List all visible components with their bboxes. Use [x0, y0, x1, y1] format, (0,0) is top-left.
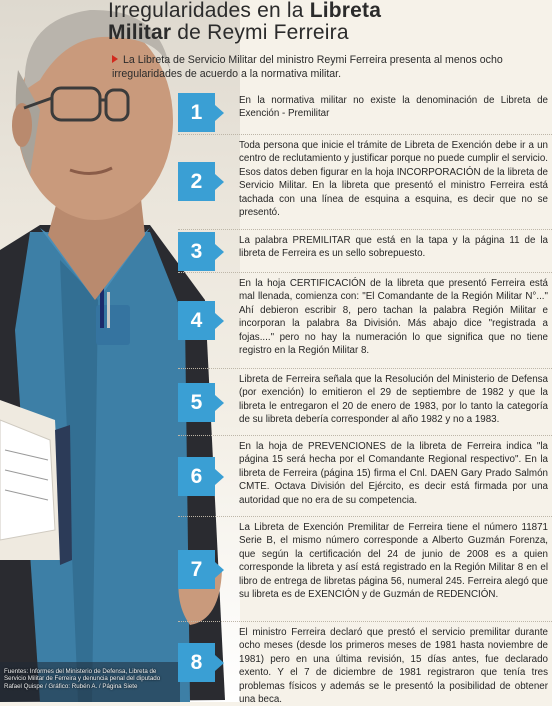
item-number-badge: 7: [178, 550, 215, 589]
item-text: Libreta de Ferreira señala que la Resolución del Ministerio de Defensa (por exención) lo emitieron el 29 de septiembre de 1982 y que la libreta le entregaron el 20 de enero de 1983, por lo tanto la categoría de su libreta debería corresponder al año 1982 y no a 1983.: [239, 374, 548, 426]
item-text: En la hoja CERTIFICACIÓN de la libreta que presentó Ferreira está mal llenada, comienza con: "El Comandante de la Región Militar N°..." Ahí debieron escribir 8, pero tachan la palabra Región Militar e incorporan la palabra 8a División. Más abajo dice "registrada a fojas...." pero no hay la numeración lo que significa que no tiene registro en la Región Militar 8.: [239, 278, 548, 357]
item-number-badge: 3: [178, 232, 215, 271]
item-number-badge: 8: [178, 643, 215, 682]
list-item: [178, 135, 552, 230]
item-number-badge: 6: [178, 457, 215, 496]
item-text: En la hoja de PREVENCIONES de la libreta de Ferreira indica "la página 15 será hecha por el Comandante Regional respectivo". En la libreta de Ferreira (página 15) firma el Cnl. DAEN Gary Prado Salmón CMTE. Octava División del Ejército, es decir está firmada por una autoridad que no era de su competencia.: [239, 441, 548, 506]
title-line2-normal: de Reymi Ferreira: [171, 21, 349, 44]
item-text: El ministro Ferreira declaró que prestó el servicio premilitar durante ocho meses (desde los primeros meses de 1981 hasta noviembre de 1981) pero en una última revisión, 15 días antes, fue declarado exento. Y el 7 de diciembre de 1981 registraron que tenía tres problemas físicos y además se le presentó la posibilidad de obtener una beca.: [239, 627, 548, 706]
item-number-badge: 4: [178, 301, 215, 340]
list-item: [178, 369, 552, 436]
item-text: En la normativa militar no existe la denominación de Libreta de Exención - Premilitar: [239, 95, 548, 120]
red-triangle-bullet-icon: [112, 55, 118, 63]
list-item: [178, 436, 552, 517]
item-number-badge: 5: [178, 383, 215, 422]
page-title: [108, 0, 548, 44]
list-item: [178, 230, 552, 273]
list-item: [178, 90, 552, 135]
list-item: [178, 273, 552, 369]
intro-text: La Libreta de Servicio Militar del ministro Reymi Ferreira presenta al menos ocho irregularidades de acuerdo a la normativa militar.: [112, 54, 503, 80]
list-item: [178, 517, 552, 622]
title-line2-bold: Militar: [108, 21, 172, 44]
item-text: La palabra PREMILITAR que está en la tapa y la página 11 de la libreta de Ferreira es un sello sobrepuesto.: [239, 235, 548, 260]
title-line1-bold: Libreta: [309, 0, 382, 22]
item-text: Toda persona que inicie el trámite de Libreta de Exención debe ir a un centro de reclutamiento y justificar porque no puede cumplir el servicio. Esos datos deben figurar en la hoja INCORPORACIÓN de la libreta de Servicio Militar. En la libreta que presentó el ministro Ferreira está tachada con una línea de esquina a esquina, es decir que no se presentó.: [239, 140, 548, 219]
intro-paragraph: [112, 53, 542, 81]
item-number-badge: 2: [178, 162, 215, 201]
list-item: [178, 622, 552, 706]
item-number-badge: 1: [178, 93, 215, 132]
photo-credits: Fuentes: Informes del Ministerio de Defensa, Libreta de Servicio Militar de Ferreira y denuncia penal del diputado Rafael Quispe / Gráfico: Rubén A. / Página Siete: [4, 668, 161, 690]
title-line1-normal: Irregularidades en la: [108, 0, 310, 22]
item-text: La Libreta de Exención Premilitar de Ferreira tiene el número 11871 Serie B, el mismo número corresponde a Alberto Guzmán Forenza, que según la certificación del 24 de junio de 2008 es a quien corresponde la libreta y así está registrado en la Región Militar 8 en el libro de entrega de libretas página 56, numeral 245. Ferreira alegó que su libreta es de EXENCIÓN y de Guzmán de REDENCIÓN.: [239, 522, 548, 601]
